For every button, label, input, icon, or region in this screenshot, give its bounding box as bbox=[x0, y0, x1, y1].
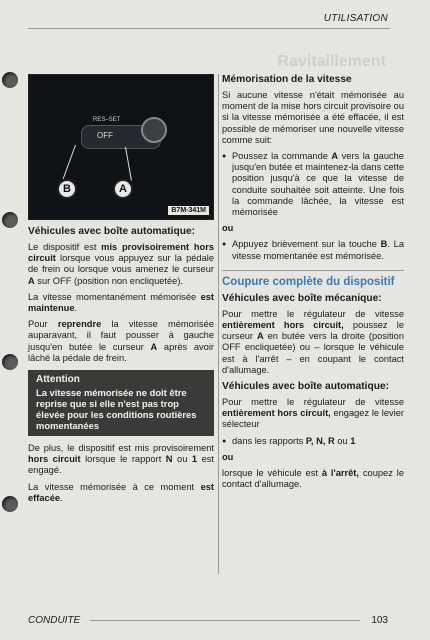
or-separator: ou bbox=[222, 451, 234, 462]
right-column bbox=[222, 74, 404, 495]
left-column bbox=[28, 74, 214, 509]
heading-memorisation: Mémorisation de la vitesse bbox=[222, 74, 352, 85]
column-divider bbox=[218, 74, 219, 574]
paragraph: La vitesse mémorisée à ce moment est effacée. bbox=[28, 481, 214, 503]
binder-holes bbox=[0, 0, 22, 640]
heading-auto-gearbox-2: Véhicules avec boîte automatique: bbox=[222, 381, 390, 393]
callout-line bbox=[125, 147, 132, 181]
lever-text-small: RES–SET bbox=[93, 117, 121, 123]
paragraph: De plus, le dispositif est mis provisoirement hors circuit lorsque le rapport N ou 1 est engagé. bbox=[28, 443, 214, 476]
paragraph: Pour mettre le régulateur de vitesse entièrement hors circuit, poussez le curseur A en butée vers la droite (position OFF encliquetée) ou – lorsque le véhicule est à l'arrêt – en coupant le contact d'allumage. bbox=[222, 308, 404, 375]
paragraph: Pour reprendre la vitesse mémorisée auparavant, il faut pousser à gauche jusqu'en butée le curseur A après avoir lâché la pédale de frein. bbox=[28, 319, 214, 363]
paragraph: Si aucune vitesse n'était mémorisée au moment de la mise hors circuit provisoire ou si la vitesse mémorisée a été effacée, il est possible de mémoriser une nouvelle vitesse comme suit: bbox=[222, 90, 404, 145]
heading-manual-gearbox: Véhicules avec boîte mécanique: bbox=[222, 292, 382, 304]
subheading-full-shutdown: Coupure complète du dispositif bbox=[222, 270, 404, 288]
section-header: UTILISATION bbox=[323, 13, 388, 24]
paragraph: La vitesse momentanément mémorisée est maintenue. bbox=[28, 291, 214, 314]
binder-hole bbox=[2, 496, 18, 512]
binder-hole bbox=[2, 72, 18, 88]
bullet-item: ● dans les rapports P, N, R ou 1 bbox=[222, 436, 404, 447]
callout-b: B bbox=[57, 179, 77, 199]
lever-text: OFF bbox=[97, 131, 113, 140]
heading-auto-gearbox: Véhicules avec boîte automatique: bbox=[28, 226, 196, 237]
warning-box bbox=[28, 370, 214, 436]
binder-hole bbox=[2, 212, 18, 228]
ghost-title: Ravitaillement bbox=[277, 53, 386, 70]
bullet-item: ● Poussez la commande A vers la gauche jusqu'en butée et maintenez-la dans cette position jusqu'à ce que la vitesse de conduite souhaitée soit atteinte. Une fois la commande lâchée, la vitesse est mémorisée bbox=[222, 151, 404, 218]
lever-knob bbox=[141, 117, 167, 143]
cruise-control-lever-figure bbox=[28, 74, 214, 220]
footer-section: CONDUITE bbox=[28, 615, 81, 626]
header-rule bbox=[28, 28, 390, 29]
paragraph: Pour mettre le régulateur de vitesse entièrement hors circuit, engagez le levier sélecteur bbox=[222, 397, 404, 430]
warning-body: La vitesse mémorisée ne doit être reprise que si elle n'est pas trop élevée pour les conditions routières momentanées bbox=[36, 387, 197, 432]
callout-line bbox=[63, 145, 76, 179]
figure-code: B7M-341M bbox=[168, 206, 209, 215]
paragraph: Le dispositif est mis provisoirement hors circuit lorsque vous appuyez sur la pédale de frein ou lorsque vous amenez le curseur A sur OFF (position non encliquetée). bbox=[28, 242, 214, 286]
paragraph: lorsque le véhicule est à l'arrêt, coupez le contact d'allumage. bbox=[222, 468, 404, 490]
warning-title: Attention bbox=[36, 374, 80, 386]
callout-a: A bbox=[113, 179, 133, 199]
binder-hole bbox=[2, 354, 18, 370]
page-number: 103 bbox=[371, 615, 388, 626]
bullet-item: ● Appuyez brièvement sur la touche B. La vitesse momentanée est mémorisée. bbox=[222, 239, 404, 261]
or-separator: ou bbox=[222, 223, 234, 234]
footer-rule bbox=[90, 620, 360, 621]
